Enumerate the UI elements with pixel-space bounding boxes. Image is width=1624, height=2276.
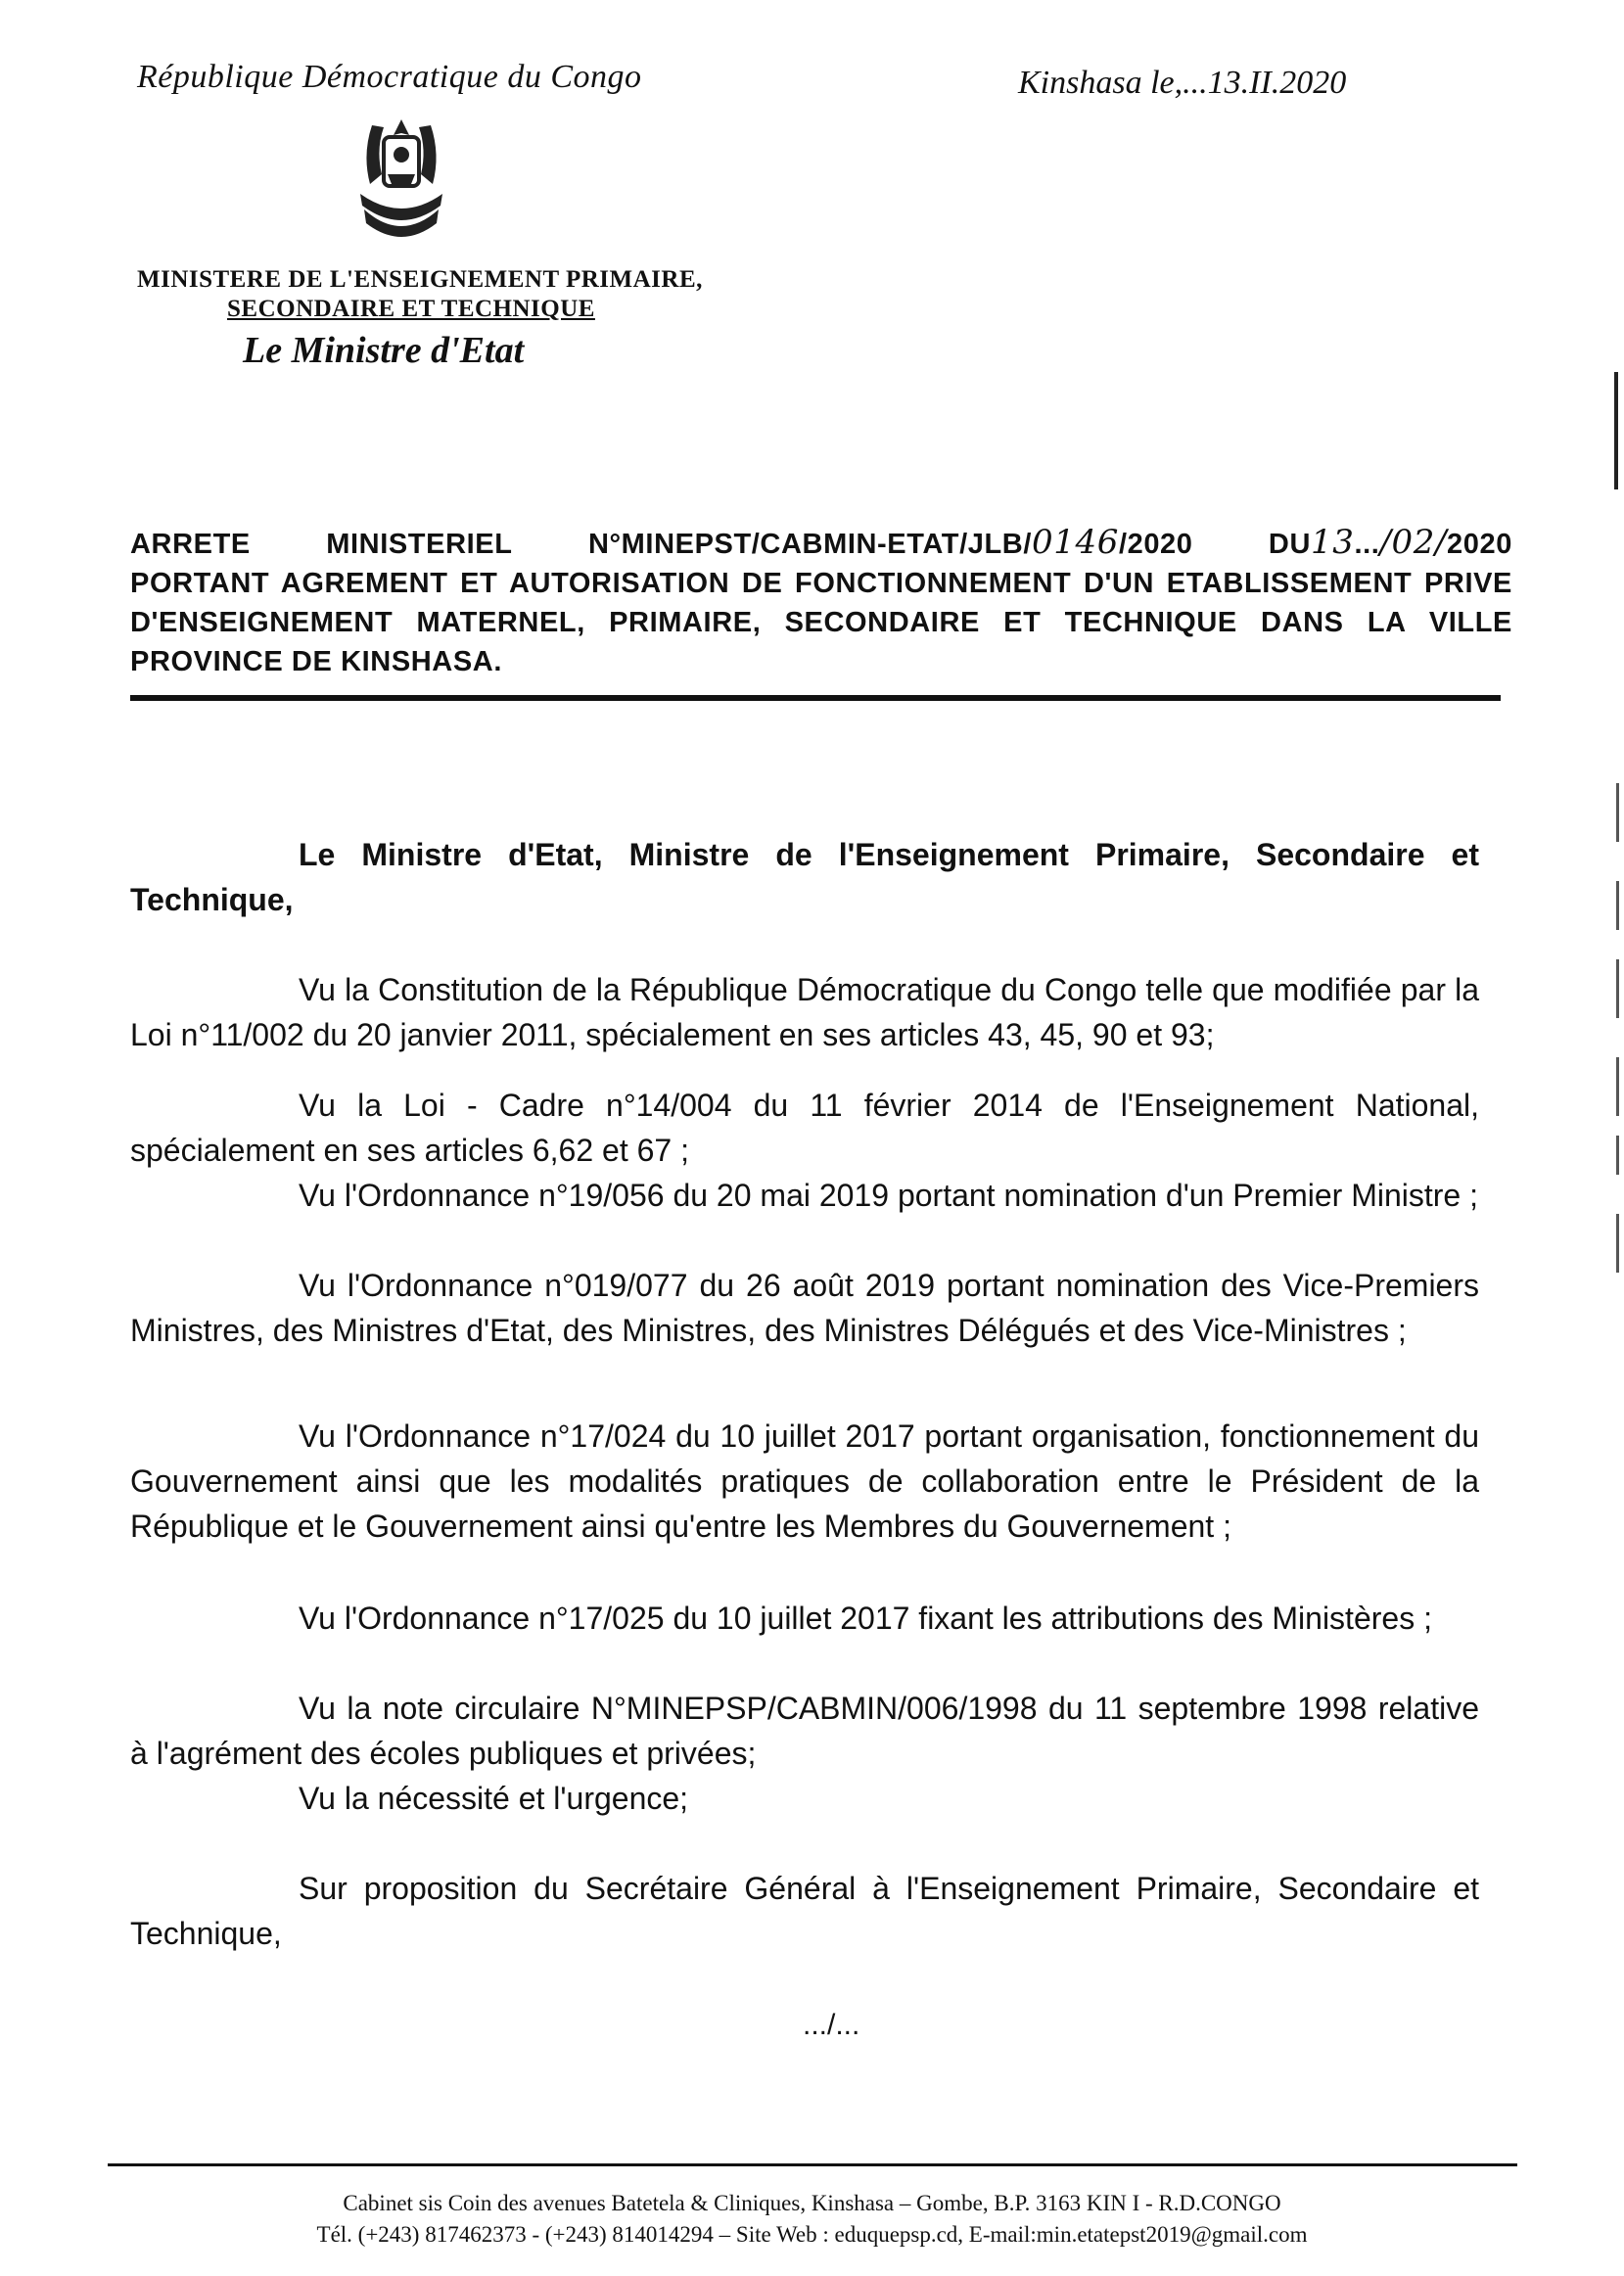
decree-date-year: 2020 xyxy=(1447,529,1512,560)
minister-title: Le Ministre d'Etat xyxy=(243,330,525,371)
place-date: Kinshasa le,...13.II.2020 xyxy=(1018,65,1347,101)
vu-7-text: Vu la note circulaire N°MINEPSP/CABMIN/006/1998 du 11 septembre 1998 relative à l'agrément des écoles publiques et privées; xyxy=(130,1691,1479,1771)
vu-4 xyxy=(130,1263,1479,1353)
decree-reference xyxy=(588,523,1193,564)
coat-of-arms-icon xyxy=(343,116,460,253)
proposal xyxy=(130,1866,1479,1956)
decree-du-label: DU xyxy=(1268,529,1312,560)
proposal-text: Sur proposition du Secrétaire Général à l'Enseignement Primaire, Secondaire et Technique, xyxy=(130,1871,1479,1951)
vu-4-text: Vu l'Ordonnance n°019/077 du 26 août 2019 portant nomination des Vice-Premiers Ministres, des Ministres d'Etat, des Ministres, des Ministres Délégués et des Vice-Ministres ; xyxy=(130,1268,1479,1348)
intro-paragraph xyxy=(130,832,1479,922)
decree-date-month: /02/ xyxy=(1379,523,1448,562)
vu-1-text: Vu la Constitution de la République Démocratique du Congo telle que modifiée par la Loi n°11/002 du 20 janvier 2011, spécialement en ses articles 43, 45, 90 et 93; xyxy=(130,972,1479,1052)
decree-date-sep: ... xyxy=(1354,529,1380,560)
vu-5-text: Vu l'Ordonnance n°17/024 du 10 juillet 2017 portant organisation, fonctionnement du Gouvernement ainsi que les modalités pratiques de collaboration entre le Président de la République et le Gouvernement ainsi qu'entre les Membres du Gouvernement ; xyxy=(130,1418,1479,1544)
decree-word-ministeriel: MINISTERIEL xyxy=(326,529,513,560)
title-divider xyxy=(130,695,1501,701)
vu-5 xyxy=(130,1414,1479,1549)
vu-2-text: Vu la Loi - Cadre n°14/004 du 11 février 2014 de l'Enseignement National, spécialement en ses articles 6,62 et 67 ; xyxy=(130,1088,1479,1168)
ministry-name: MINISTERE DE L'ENSEIGNEMENT PRIMAIRE, xyxy=(137,266,703,293)
republic-title: République Démocratique du Congo xyxy=(137,59,642,95)
footer-contacts: Tél. (+243) 817462373 - (+243) 814014294 – Site Web : eduquepsp.cd, E-mail:min.etatepst2019@gmail.com xyxy=(316,2222,1308,2247)
scan-margin-marks xyxy=(1595,372,1624,1742)
vu-1 xyxy=(130,967,1479,1057)
footer-address: Cabinet sis Coin des avenues Batetela & Cliniques, Kinshasa – Gombe, B.P. 3163 KIN I - R.D.CONGO xyxy=(343,2191,1281,2215)
decree-word-arrete: ARRETE xyxy=(130,529,251,560)
decree-date-day: 13 xyxy=(1311,523,1355,562)
vu-8 xyxy=(130,1776,1479,1821)
vu-6-text: Vu l'Ordonnance n°17/025 du 10 juillet 2017 fixant les attributions des Ministères ; xyxy=(299,1601,1432,1636)
ministry-name-line2: SECONDAIRE ET TECHNIQUE xyxy=(227,296,595,322)
vu-8-text: Vu la nécessité et l'urgence; xyxy=(299,1781,689,1816)
intro-text: Le Ministre d'Etat, Ministre de l'Enseignement Primaire, Secondaire et Technique, xyxy=(130,837,1479,917)
decree-ref-number: 0146 xyxy=(1032,523,1119,562)
decree-ref-year: /2020 xyxy=(1118,529,1193,560)
decree-subject: PORTANT AGREMENT ET AUTORISATION DE FONCTIONNEMENT D'UN ETABLISSEMENT PRIVE D'ENSEIGNEMENT MATERNEL, PRIMAIRE, SECONDAIRE ET TECHNIQUE DANS LA VILLE PROVINCE DE KINSHASA. xyxy=(130,568,1512,677)
vu-2 xyxy=(130,1083,1479,1173)
vu-7 xyxy=(130,1686,1479,1776)
vu-3 xyxy=(130,1173,1479,1218)
continuation-mark: .../... xyxy=(803,2009,860,2041)
footer-divider xyxy=(108,2163,1517,2166)
decree-date xyxy=(1269,523,1512,564)
decree-ref-prefix: N°MINEPST/CABMIN-ETAT/JLB/ xyxy=(587,529,1032,560)
decree-title xyxy=(130,523,1512,681)
vu-6 xyxy=(130,1596,1479,1641)
vu-3-text: Vu l'Ordonnance n°19/056 du 20 mai 2019 portant nomination d'un Premier Ministre ; xyxy=(299,1178,1478,1213)
